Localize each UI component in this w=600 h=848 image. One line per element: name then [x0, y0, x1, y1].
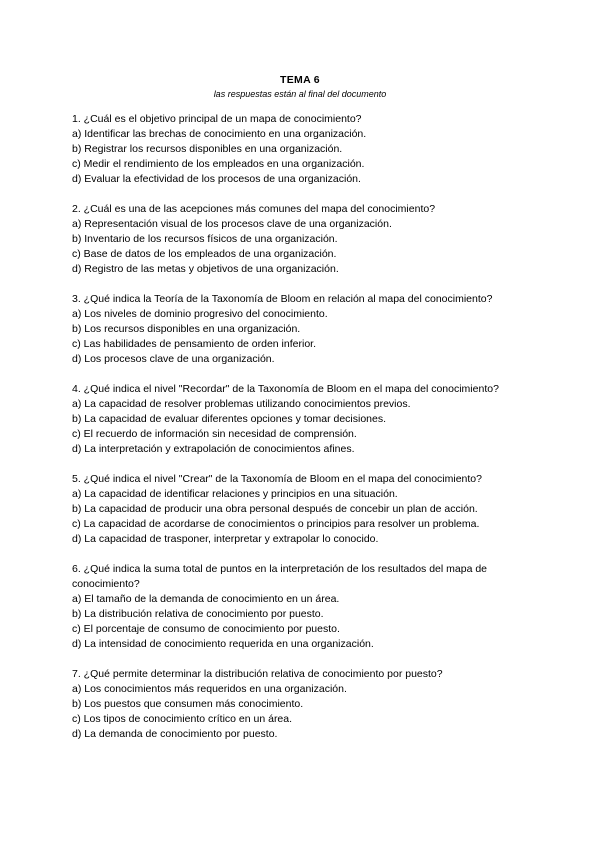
answer-option: b) Inventario de los recursos físicos de una organización. — [72, 233, 338, 245]
question-2 — [72, 202, 532, 277]
answer-option: b) Los puestos que consumen más conocimiento. — [72, 698, 304, 710]
question-stem: 2. ¿Cuál es una de las acepciones más comunes del mapa del conocimiento? — [72, 203, 436, 215]
question-stem: 1. ¿Cuál es el objetivo principal de un mapa de conocimiento? — [72, 113, 362, 125]
question-7 — [72, 667, 532, 742]
answer-option: c) Medir el rendimiento de los empleados en una organización. — [72, 158, 365, 170]
question-stem: 3. ¿Qué indica la Teoría de la Taxonomía de Bloom en relación al mapa del conocimiento? — [72, 293, 493, 305]
answer-option: d) La interpretación y extrapolación de conocimientos afines. — [72, 443, 355, 455]
answer-option: a) El tamaño de la demanda de conocimiento en un área. — [72, 593, 340, 605]
answer-option: a) La capacidad de identificar relaciones y principios en una situación. — [72, 488, 398, 500]
answer-option: c) Base de datos de los empleados de una organización. — [72, 248, 337, 260]
answer-option: c) El porcentaje de consumo de conocimiento por puesto. — [72, 623, 340, 635]
answer-option: c) Los tipos de conocimiento crítico en un área. — [72, 713, 293, 725]
answer-option: b) La capacidad de evaluar diferentes opciones y tomar decisiones. — [72, 413, 387, 425]
question-stem: 6. ¿Qué indica la suma total de puntos en la interpretación de los resultados del mapa de conocimiento? — [72, 563, 488, 590]
answer-option: b) Registrar los recursos disponibles en una organización. — [72, 143, 343, 155]
answer-option: d) Registro de las metas y objetivos de una organización. — [72, 263, 339, 275]
answer-option: b) La distribución relativa de conocimiento por puesto. — [72, 608, 324, 620]
answer-option: d) La capacidad de trasponer, interpretar y extrapolar lo conocido. — [72, 533, 379, 545]
page-title: TEMA 6 — [280, 74, 320, 86]
question-3 — [72, 292, 532, 367]
answer-option: b) La capacidad de producir una obra personal después de concebir un plan de acción. — [72, 503, 478, 515]
answer-option: b) Los recursos disponibles en una organización. — [72, 323, 301, 335]
answer-option: c) La capacidad de acordarse de conocimientos o principios para resolver un problema. — [72, 518, 480, 530]
answer-option: c) Las habilidades de pensamiento de orden inferior. — [72, 338, 316, 350]
answer-option: a) Los niveles de dominio progresivo del conocimiento. — [72, 308, 328, 320]
answer-option: a) Los conocimientos más requeridos en una organización. — [72, 683, 347, 695]
question-6 — [72, 562, 532, 652]
question-stem: 5. ¿Qué indica el nivel "Crear" de la Taxonomía de Bloom en el mapa del conocimiento? — [72, 473, 482, 485]
question-stem: 7. ¿Qué permite determinar la distribución relativa de conocimiento por puesto? — [72, 668, 443, 680]
answer-option: d) La intensidad de conocimiento requerida en una organización. — [72, 638, 374, 650]
answer-option: d) Evaluar la efectividad de los procesos de una organización. — [72, 173, 361, 185]
question-stem: 4. ¿Qué indica el nivel "Recordar" de la Taxonomía de Bloom en el mapa del conocimiento? — [72, 383, 499, 395]
question-list — [72, 112, 532, 757]
answer-option: d) Los procesos clave de una organización. — [72, 353, 275, 365]
answer-option: a) La capacidad de resolver problemas utilizando conocimientos previos. — [72, 398, 411, 410]
page-subtitle: las respuestas están al final del documento — [213, 89, 387, 99]
answer-option: a) Identificar las brechas de conocimiento en una organización. — [72, 128, 367, 140]
answer-option: a) Representación visual de los procesos clave de una organización. — [72, 218, 392, 230]
question-5 — [72, 472, 532, 547]
question-1 — [72, 112, 532, 187]
answer-option: c) El recuerdo de información sin necesidad de comprensión. — [72, 428, 357, 440]
answer-option: d) La demanda de conocimiento por puesto. — [72, 728, 278, 740]
question-4 — [72, 382, 532, 457]
